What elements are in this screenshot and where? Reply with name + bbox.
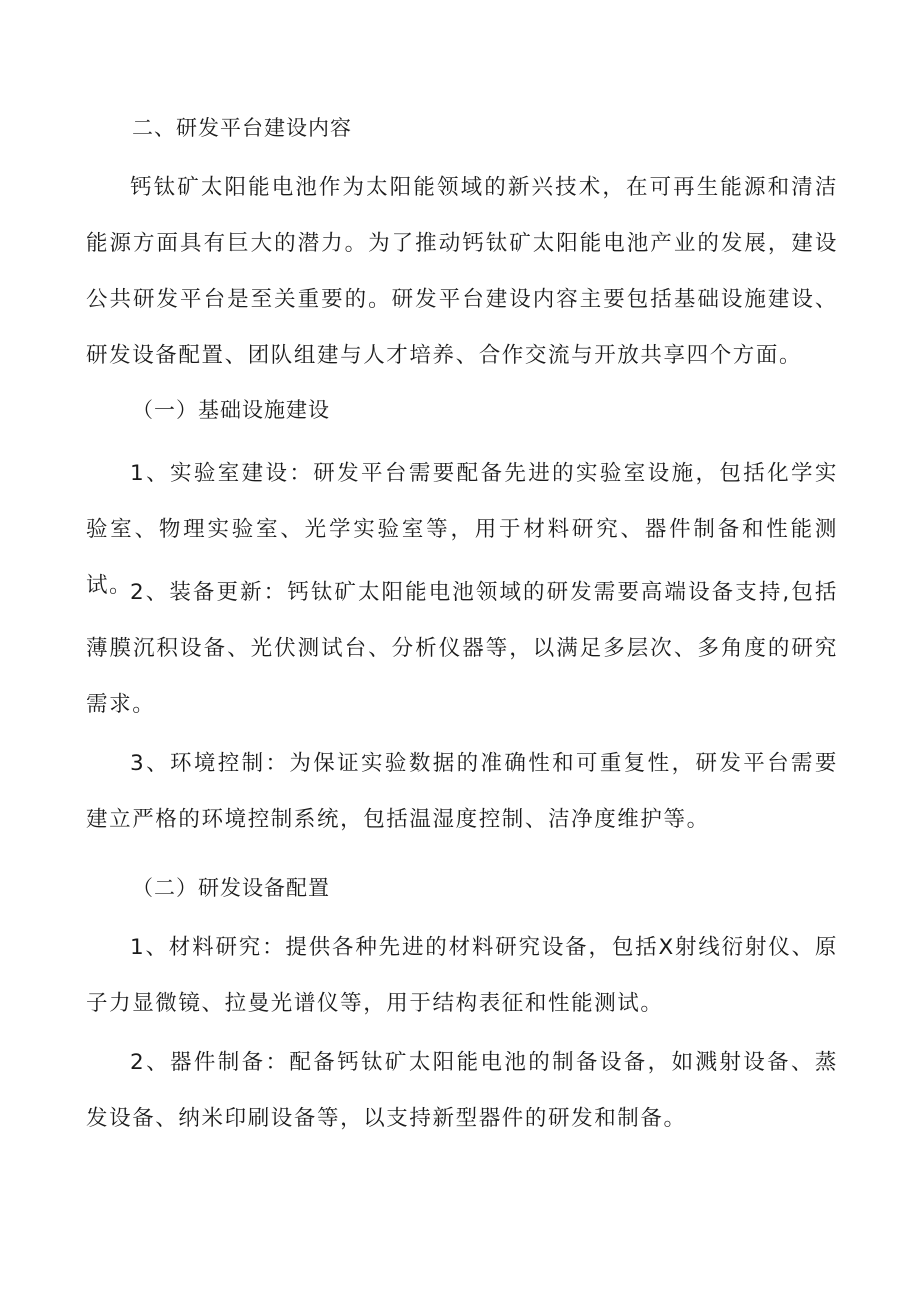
list-item-environment-control: 3、环境控制：为保证实验数据的准确性和可重复性，研发平台需要建立严格的环境控制系统，包括温湿度控制、洁净度维护等。 [86, 751, 838, 832]
list-item-material-research: 1、材料研究：提供各种先进的材料研究设备，包括X射线衍射仪、原子力显微镜、拉曼光谱仪等，用于结构表征和性能测试。 [86, 935, 838, 1016]
subsection-title-infrastructure: （一）基础设施建设 [132, 398, 330, 422]
section-title: 二、研发平台建设内容 [132, 116, 352, 140]
subsection-title-equipment: （二）研发设备配置 [132, 876, 330, 900]
list-item-equipment-update: 2、装备更新：钙钛矿太阳能电池领域的研发需要高端设备支持,包括薄膜沉积设备、光伏测试台、分析仪器等，以满足多层次、多角度的研究需求。 [86, 580, 838, 717]
intro-paragraph: 钙钛矿太阳能电池作为太阳能领域的新兴技术，在可再生能源和清洁能源方面具有巨大的潜力。为了推动钙钛矿太阳能电池产业的发展，建设公共研发平台是至关重要的。研发平台建设内容主要包括基础设施建设、研发设备配置、团队组建与人才培养、合作交流与开放共享四个方面。 [86, 175, 838, 368]
list-item-device-fabrication: 2、器件制备：配备钙钛矿太阳能电池的制备设备，如溅射设备、蒸发设备、纳米印刷设备等，以支持新型器件的研发和制备。 [86, 1050, 838, 1131]
list-item-lab-construction: 1、实验室建设：研发平台需要配备先进的实验室设施，包括化学实验室、物理实验室、光学实验室等，用于材料研究、器件制备和性能测试。 [86, 461, 838, 598]
